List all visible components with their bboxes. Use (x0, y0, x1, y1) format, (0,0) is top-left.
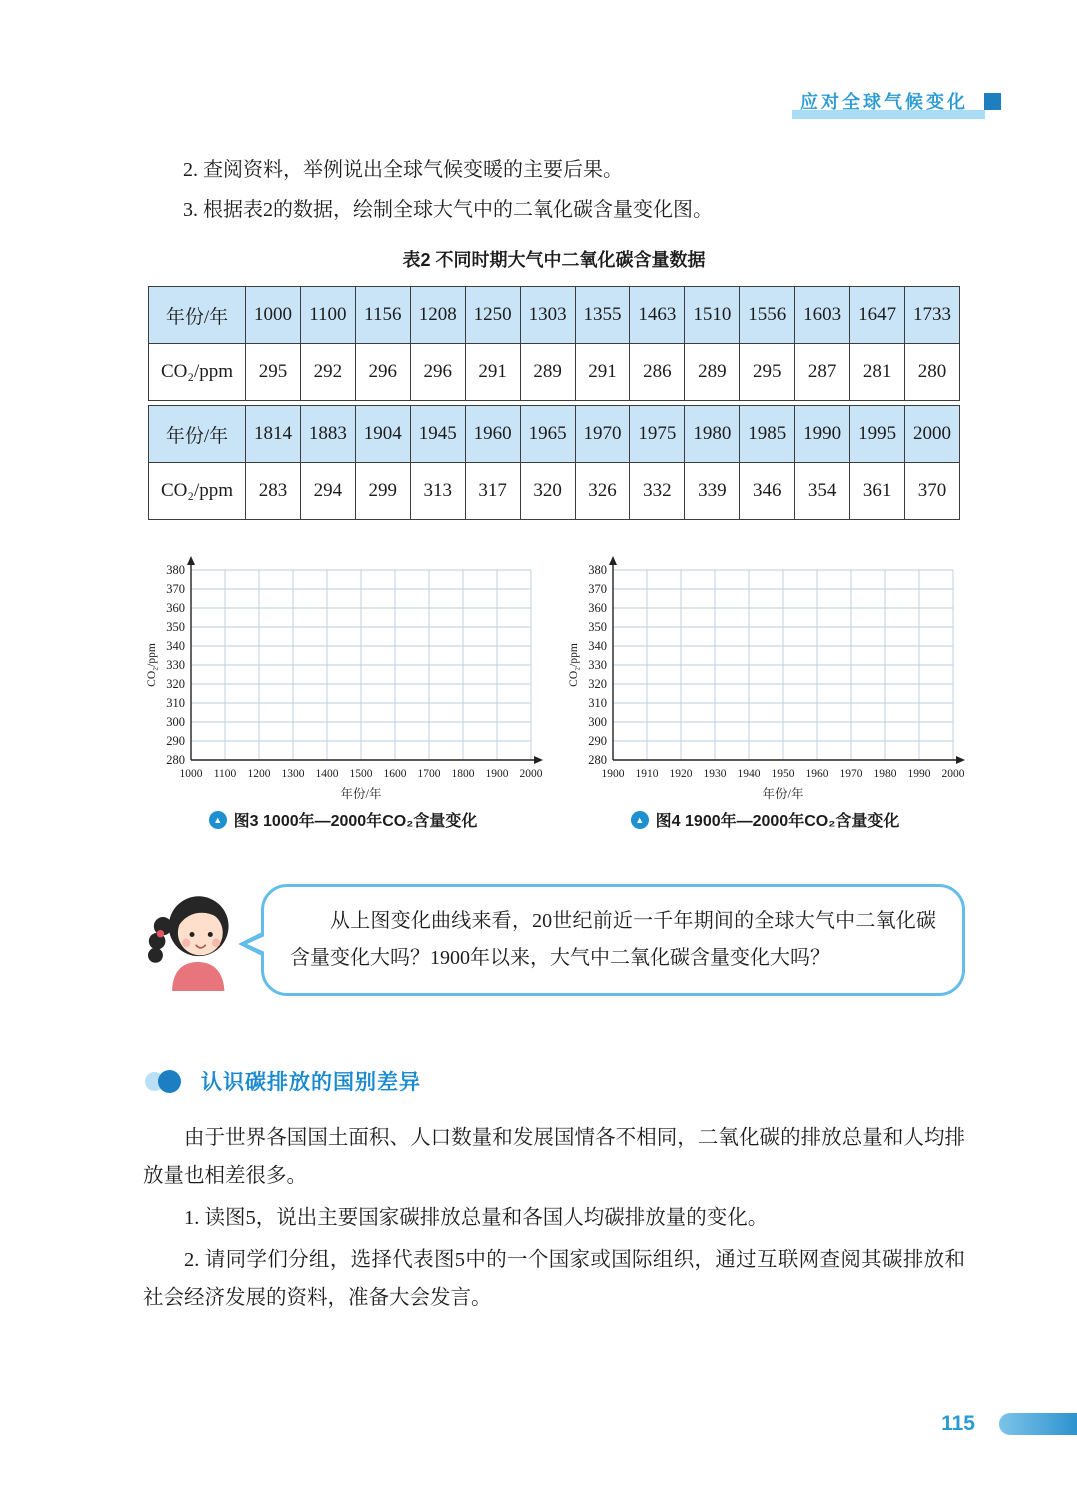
table-cell: 370 (905, 463, 960, 520)
figure-marker-icon: ▲ (209, 811, 227, 829)
table-title: 表2 不同时期大气中二氧化碳含量数据 (402, 250, 706, 270)
speech-bubble-text: 从上图变化曲线来看，20世纪前近一千年期间的全球大气中二氧化碳含量变化大吗？1900年以来，大气中二氧化碳含量变化大吗？ (290, 909, 936, 969)
table-cell: 361 (850, 463, 905, 520)
table-cell: 291 (465, 344, 520, 401)
svg-text:280: 280 (166, 753, 185, 767)
table-cell: 296 (410, 344, 465, 401)
table-cell: 289 (520, 344, 575, 401)
table-cell: 1603 (795, 287, 850, 344)
svg-text:350: 350 (588, 620, 607, 634)
svg-text:280: 280 (588, 753, 607, 767)
figure-marker-icon: ▲ (631, 811, 649, 829)
svg-text:380: 380 (588, 563, 607, 577)
svg-text:1100: 1100 (213, 768, 237, 780)
tick-labels (166, 563, 543, 780)
y-axis-label: CO₂/ppm (146, 643, 158, 687)
table-cell: 1208 (410, 287, 465, 344)
table-cell: 1647 (850, 287, 905, 344)
header-square-icon (984, 93, 1001, 110)
section-header (143, 1066, 965, 1096)
table-row (149, 463, 960, 520)
table-cell: 289 (685, 344, 740, 401)
table-cell: 1303 (520, 287, 575, 344)
svg-text:310: 310 (588, 696, 607, 710)
charts-row (143, 556, 965, 831)
svg-text:1500: 1500 (349, 768, 373, 780)
svg-text:360: 360 (166, 601, 185, 615)
header-title: 应对全球气候变化 (800, 92, 968, 112)
table-cell: 1100 (300, 287, 355, 344)
table-cell: 299 (355, 463, 410, 520)
svg-text:2000: 2000 (941, 768, 965, 780)
svg-text:340: 340 (588, 639, 607, 653)
svg-text:320: 320 (588, 677, 607, 691)
svg-text:1960: 1960 (805, 768, 829, 780)
table-cell: 1510 (685, 287, 740, 344)
svg-text:360: 360 (588, 601, 607, 615)
row-label: 年份/年 (149, 406, 246, 463)
svg-text:1300: 1300 (281, 768, 305, 780)
table-cell: 346 (740, 463, 795, 520)
table-cell: 1980 (685, 406, 740, 463)
svg-text:1900: 1900 (485, 768, 509, 780)
table-cell: 1883 (300, 406, 355, 463)
svg-text:370: 370 (588, 582, 607, 596)
svg-text:1400: 1400 (315, 768, 339, 780)
table-cell: 283 (246, 463, 301, 520)
table-cell: 1556 (740, 287, 795, 344)
chart-caption-text: 图3 1000年—2000年CO₂含量变化 (233, 813, 478, 830)
svg-text:1700: 1700 (417, 768, 441, 780)
table-cell: 295 (246, 344, 301, 401)
page-header (800, 88, 1001, 118)
section-paragraph: 由于世界各国国土面积、人口数量和发展国情各不相同，二氧化碳的排放总量和人均排放量也相差很多。 (143, 1127, 965, 1187)
table-cell: 354 (795, 463, 850, 520)
table-cell: 1355 (575, 287, 630, 344)
row-label: CO₂/ppm (149, 344, 246, 401)
section-paragraph: 1. 读图5，说出主要国家碳排放总量和各国人均碳排放量的变化。 (184, 1206, 769, 1229)
y-axis-label: CO₂/ppm (568, 643, 580, 687)
svg-text:1970: 1970 (839, 768, 863, 780)
table-cell: 320 (520, 463, 575, 520)
page-content (143, 150, 965, 1318)
task-item-2: 2. 查阅资料，举例说出全球气候变暖的主要后果。 (183, 159, 623, 181)
page-footer (941, 1412, 1077, 1436)
table-cell: 1975 (630, 406, 685, 463)
co2-table-block-1 (148, 286, 960, 401)
svg-text:1980: 1980 (873, 768, 897, 780)
axes (609, 556, 965, 764)
table-cell: 1904 (355, 406, 410, 463)
table-cell: 332 (630, 463, 685, 520)
chart-figure-3 (143, 556, 543, 831)
svg-text:320: 320 (166, 677, 185, 691)
tick-labels (588, 563, 965, 780)
table-cell: 286 (630, 344, 685, 401)
table-cell: 291 (575, 344, 630, 401)
table-cell: 1960 (465, 406, 520, 463)
table-cell: 326 (575, 463, 630, 520)
svg-text:1990: 1990 (907, 768, 931, 780)
table-cell: 1250 (465, 287, 520, 344)
table-row (149, 344, 960, 401)
table-cell: 281 (850, 344, 905, 401)
table-cell: 1156 (355, 287, 410, 344)
x-axis-label: 年份/年 (340, 787, 382, 801)
chart-figure-4 (565, 556, 965, 831)
empty-grid-chart-1000-2000 (143, 556, 543, 804)
grid-lines (191, 570, 531, 760)
table-cell: 1990 (795, 406, 850, 463)
table-cell: 295 (740, 344, 795, 401)
svg-text:300: 300 (166, 715, 185, 729)
svg-text:1900: 1900 (601, 768, 625, 780)
table-cell: 287 (795, 344, 850, 401)
svg-text:310: 310 (166, 696, 185, 710)
svg-text:380: 380 (166, 563, 185, 577)
table-cell: 1945 (410, 406, 465, 463)
page-number: 115 (941, 1412, 975, 1435)
table-cell: 1995 (850, 406, 905, 463)
svg-text:330: 330 (166, 658, 185, 672)
section-title: 认识碳排放的国别差异 (201, 1071, 421, 1094)
table-cell: 1814 (246, 406, 301, 463)
table-cell: 280 (905, 344, 960, 401)
svg-text:1940: 1940 (737, 768, 761, 780)
svg-text:1920: 1920 (669, 768, 693, 780)
speech-bubble-row (143, 883, 965, 996)
chart-caption (143, 808, 543, 831)
table-cell: 339 (685, 463, 740, 520)
row-label: 年份/年 (149, 287, 246, 344)
svg-text:330: 330 (588, 658, 607, 672)
table-cell: 1463 (630, 287, 685, 344)
table-cell: 296 (355, 344, 410, 401)
table-cell: 1970 (575, 406, 630, 463)
svg-text:350: 350 (166, 620, 185, 634)
table-cell: 1985 (740, 406, 795, 463)
table-cell: 2000 (905, 406, 960, 463)
speech-bubble (261, 884, 965, 996)
svg-text:1200: 1200 (247, 768, 271, 780)
svg-text:1600: 1600 (383, 768, 407, 780)
task-item-3: 3. 根据表2的数据，绘制全球大气中的二氧化碳含量变化图。 (183, 199, 713, 221)
svg-text:290: 290 (166, 734, 185, 748)
grid-lines (613, 570, 953, 760)
table-row (149, 287, 960, 344)
table-row (149, 406, 960, 463)
table-cell: 1733 (905, 287, 960, 344)
svg-text:1910: 1910 (635, 768, 659, 780)
svg-text:1800: 1800 (451, 768, 475, 780)
x-axis-label: 年份/年 (762, 787, 804, 801)
axes (187, 556, 543, 764)
svg-text:2000: 2000 (519, 768, 543, 780)
svg-text:1000: 1000 (179, 768, 203, 780)
svg-text:1930: 1930 (703, 768, 727, 780)
table-cell: 317 (465, 463, 520, 520)
co2-table-block-2 (148, 405, 960, 520)
svg-text:370: 370 (166, 582, 185, 596)
table-cell: 292 (300, 344, 355, 401)
chart-caption-text: 图4 1900年—2000年CO₂含量变化 (655, 813, 900, 830)
svg-text:290: 290 (588, 734, 607, 748)
svg-text:1950: 1950 (771, 768, 795, 780)
section-sphere-icon (143, 1069, 183, 1093)
table-cell: 294 (300, 463, 355, 520)
row-label: CO₂/ppm (149, 463, 246, 520)
table-cell: 1965 (520, 406, 575, 463)
section-paragraph: 2. 请同学们分组，选择代表图5中的一个国家或国际组织，通过互联网查阅其碳排放和社会经济发展的资料，准备大会发言。 (143, 1248, 965, 1309)
chart-caption (565, 808, 965, 831)
table-cell: 313 (410, 463, 465, 520)
girl-avatar-icon (143, 883, 251, 991)
empty-grid-chart-1900-2000 (565, 556, 965, 804)
footer-accent-bar (999, 1413, 1077, 1435)
svg-text:340: 340 (166, 639, 185, 653)
svg-text:300: 300 (588, 715, 607, 729)
table-cell: 1000 (246, 287, 301, 344)
